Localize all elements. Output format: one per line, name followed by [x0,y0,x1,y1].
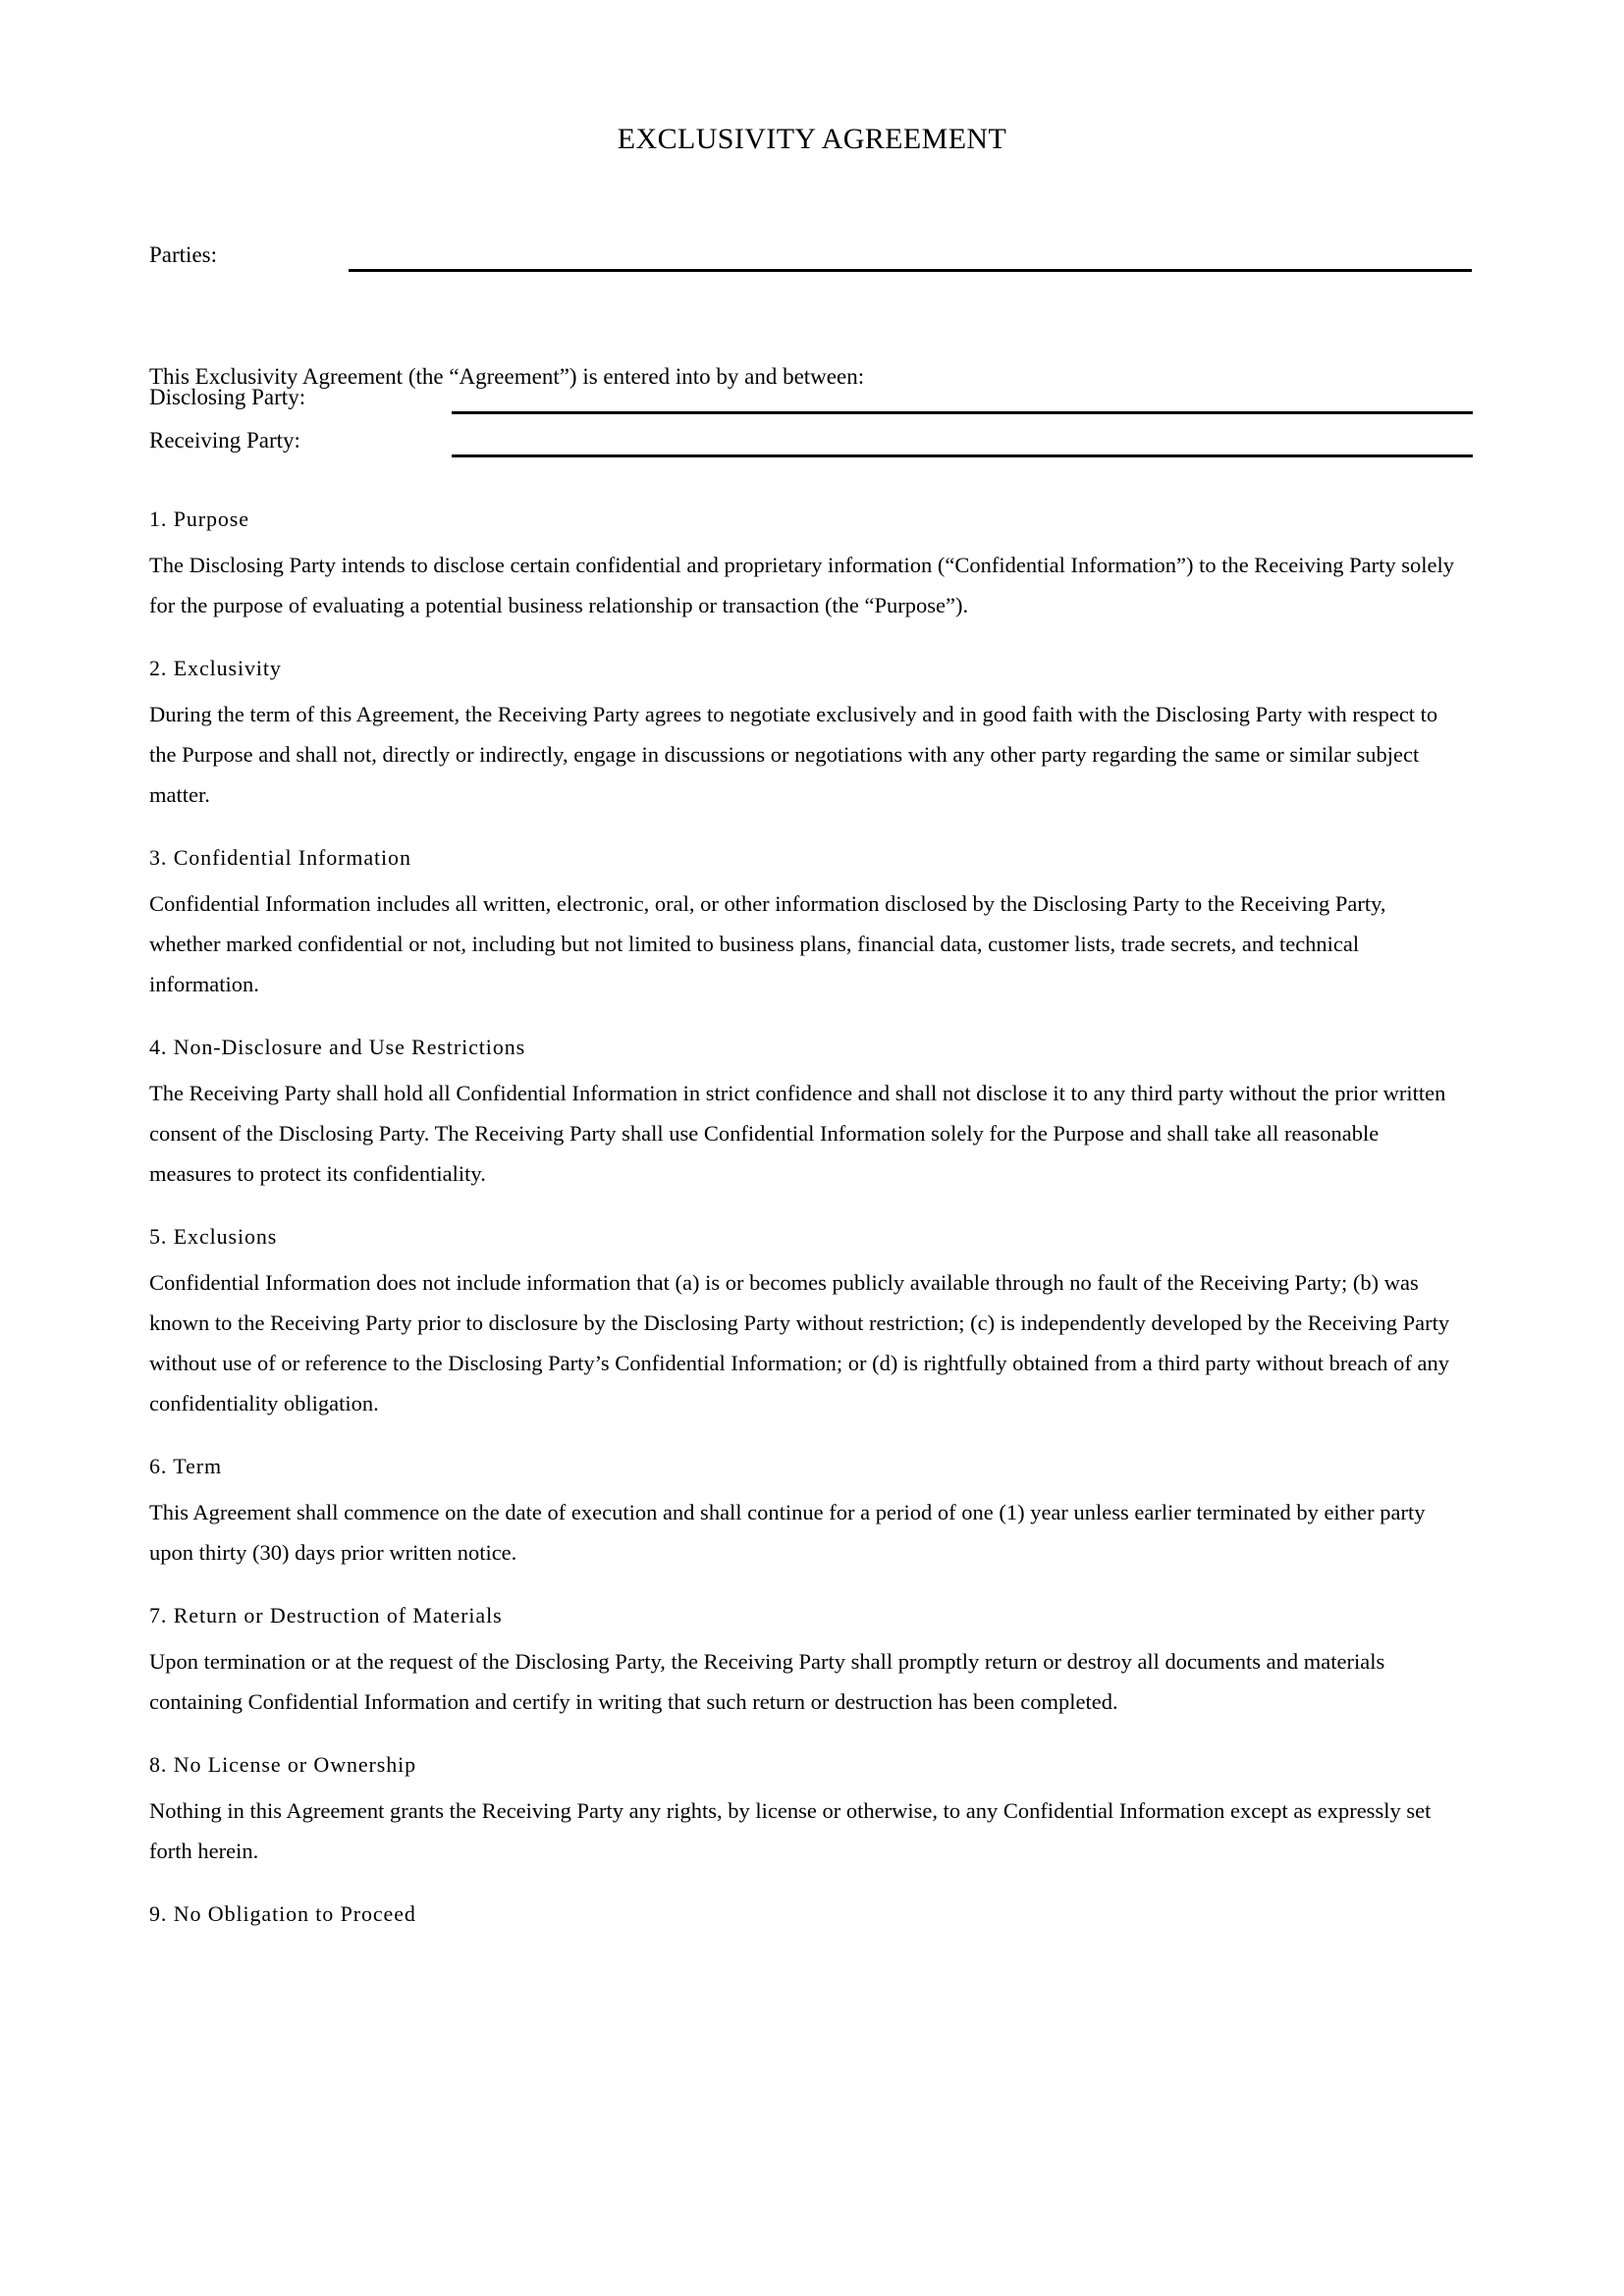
section-body: The Receiving Party shall hold all Confidential Information in strict confidence and shall not disclose it to any third party without the prior written consent of the Disclosing Party. The Receiving Party shall use Confidential Information solely for the Purpose and shall take all reasonable measures to protect its confidentiality. [149,1081,1446,1186]
section-term [149,1451,1455,1573]
section-exclusivity [149,653,1455,815]
receiving-party-field [149,424,1475,463]
section-heading: 6. Term [149,1454,223,1478]
disclosing-party-field [149,381,1475,420]
section-no-obligation-to-proceed [149,1898,1455,1930]
receiving-party-label: Receiving Party: [149,428,300,453]
section-heading: 1. Purpose [149,507,249,531]
section-exclusions [149,1221,1455,1423]
section-body: Nothing in this Agreement grants the Receiving Party any rights, by license or otherwise, to any Confidential Information except as expressly set forth herein. [149,1798,1432,1863]
section-no-license-or-ownership [149,1749,1455,1871]
intro-paragraph: This Exclusivity Agreement (the “Agreement”) is entered into by and between: [149,364,865,389]
section-non-disclosure-and-use-restrictions [149,1032,1455,1194]
section-body: The Disclosing Party intends to disclose certain confidential and proprietary information (“Confidential Information”) to the Receiving Party solely for the purpose of evaluating a potential business relationship or transaction (the “Purpose”). [149,553,1455,617]
section-body: Upon termination or at the request of the Disclosing Party, the Receiving Party shall promptly return or destroy all documents and materials containing Confidential Information and certify in writing that such return or destruction has been completed. [149,1649,1385,1714]
section-body: This Agreement shall commence on the date of execution and shall continue for a period of one (1) year unless earlier terminated by either party upon thirty (30) days prior written notice. [149,1500,1426,1565]
section-purpose [149,504,1455,625]
section-heading: 7. Return or Destruction of Materials [149,1603,503,1628]
disclosing-party-fill-in-rule[interactable] [452,411,1473,414]
section-heading: 9. No Obligation to Proceed [149,1901,416,1926]
section-heading: 8. No License or Ownership [149,1752,417,1777]
page-title: EXCLUSIVITY AGREEMENT [617,123,1007,155]
section-body: During the term of this Agreement, the Receiving Party agrees to negotiate exclusively and in good faith with the Disclosing Party with respect to the Purpose and shall not, directly or indirectly, engage in discussions or negotiations with any other party regarding the same or similar subject matter. [149,702,1438,807]
parties-row [149,239,1475,278]
section-heading: 5. Exclusions [149,1224,278,1249]
section-heading: 4. Non-Disclosure and Use Restrictions [149,1035,526,1059]
section-body: Confidential Information includes all written, electronic, oral, or other information disclosed by the Disclosing Party to the Receiving Party, whether marked confidential or not, including but not limited to business plans, financial data, customer lists, trade secrets, and technical information. [149,891,1386,996]
section-confidential-information [149,842,1455,1004]
section-heading: 2. Exclusivity [149,656,282,680]
section-heading: 3. Confidential Information [149,845,411,870]
section-body: Confidential Information does not include information that (a) is or becomes publicly available through no fault of the Receiving Party; (b) was known to the Receiving Party prior to disclosure by the Disclosing Party without restriction; (c) is independently developed by the Receiving Party without use of or reference to the Disclosing Party’s Confidential Information; or (d) is rightfully obtained from a third party without breach of any confidentiality obligation. [149,1270,1450,1415]
parties-label: Parties: [149,242,217,267]
document-body [149,504,1455,1940]
receiving-party-fill-in-rule[interactable] [452,454,1473,457]
parties-fill-in-rule[interactable] [349,269,1472,272]
section-return-or-destruction-of-materials [149,1600,1455,1722]
disclosing-party-label: Disclosing Party: [149,385,306,409]
